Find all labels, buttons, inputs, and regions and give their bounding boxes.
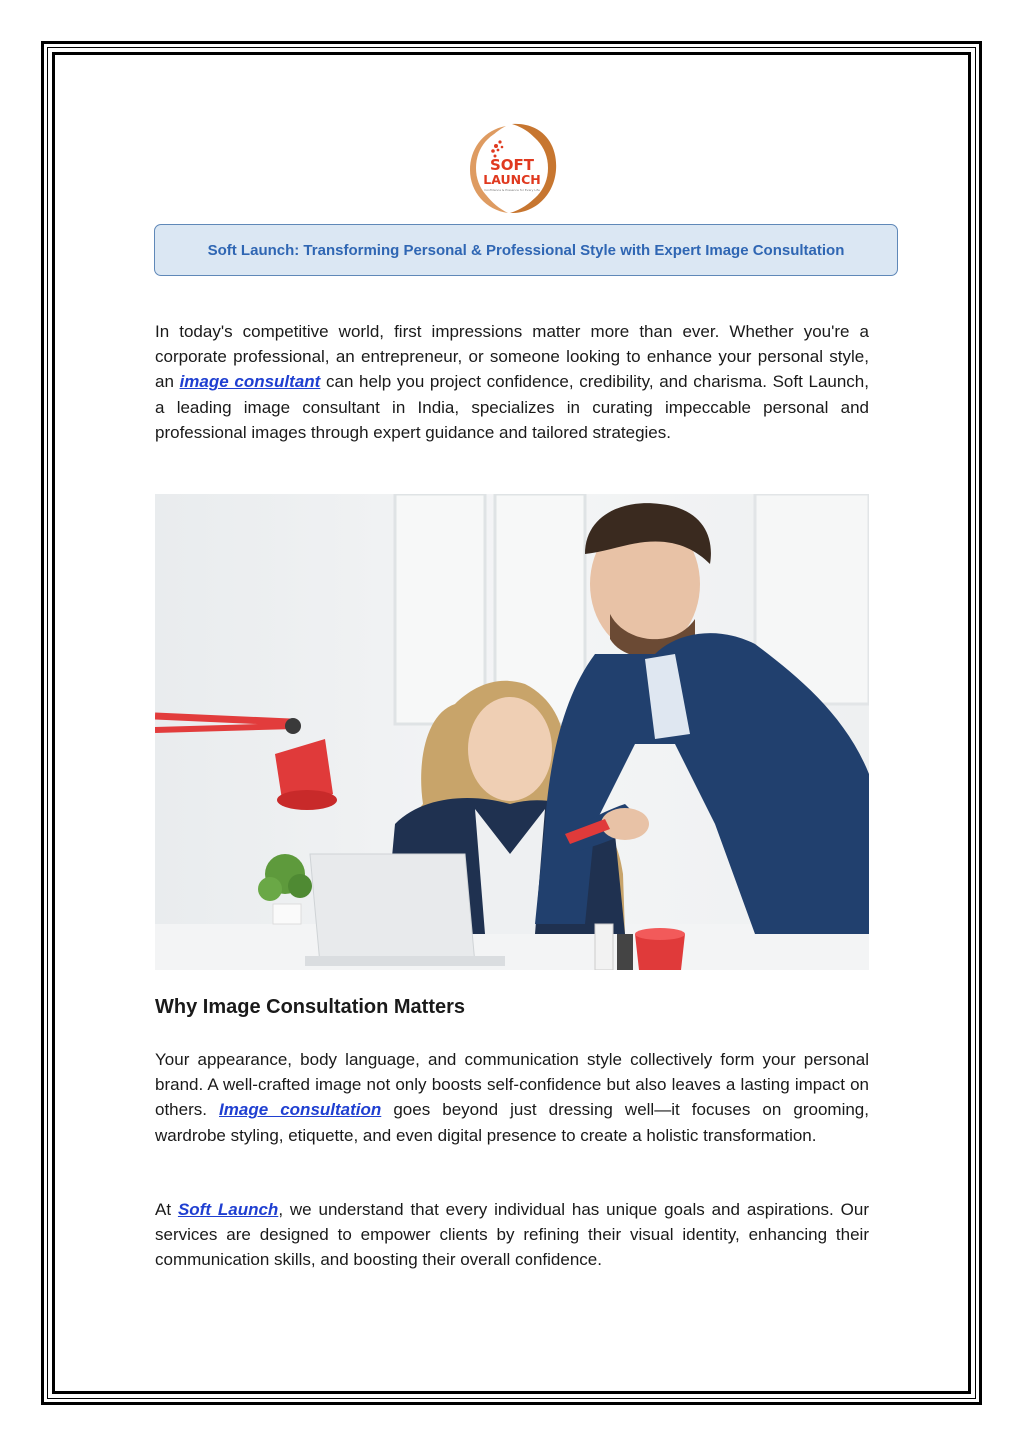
soft-launch-logo	[462, 118, 562, 218]
logo-tagline: Confidence & Presence for Every Life	[484, 188, 540, 192]
section-heading: Why Image Consultation Matters	[155, 996, 466, 1018]
title-banner	[154, 224, 898, 276]
intro-paragraph	[155, 319, 869, 445]
p2-text-before: At	[155, 1200, 178, 1219]
section-paragraph-1	[155, 1047, 869, 1148]
office-consultation-photo	[155, 494, 869, 970]
image-consultant-link[interactable]: image consultant	[179, 372, 321, 392]
banner-title: Soft Launch: Transforming Personal & Professional Style with Expert Image Consultation	[207, 241, 845, 259]
soft-launch-link[interactable]: Soft Launch	[177, 1200, 279, 1219]
intro-text-before: In today's competitive world, first impressions matter more than ever. Whether you're a corporate professional, an entrepreneur, or someone looking to enhance your personal style, an	[155, 322, 869, 392]
intro-text-after: can help you project confidence, credibility, and charisma. Soft Launch, a leading image consultant in India, specializes in curating impeccable personal and professional images through expert guidance and tailored strategies.	[155, 372, 869, 442]
image-consultation-link[interactable]: Image consultation	[219, 1100, 382, 1120]
section-paragraph-2	[155, 1197, 869, 1273]
p1-text-before: Your appearance, body language, and communication style collectively form your personal brand. A well-crafted image not only boosts self-confidence but also leaves a lasting impact on others.	[155, 1050, 869, 1120]
logo-line2: LAUNCH	[483, 172, 541, 187]
p2-text-after: , we understand that every individual has unique goals and aspirations. Our services are designed to empower clients by refining their visual identity, enhancing their communication skills, and boosting their overall confidence.	[155, 1200, 869, 1270]
p1-text-after: goes beyond just dressing well—it focuses on grooming, wardrobe styling, etiquette, and even digital presence to create a holistic transformation.	[155, 1100, 869, 1145]
logo-line1: SOFT	[489, 156, 535, 174]
